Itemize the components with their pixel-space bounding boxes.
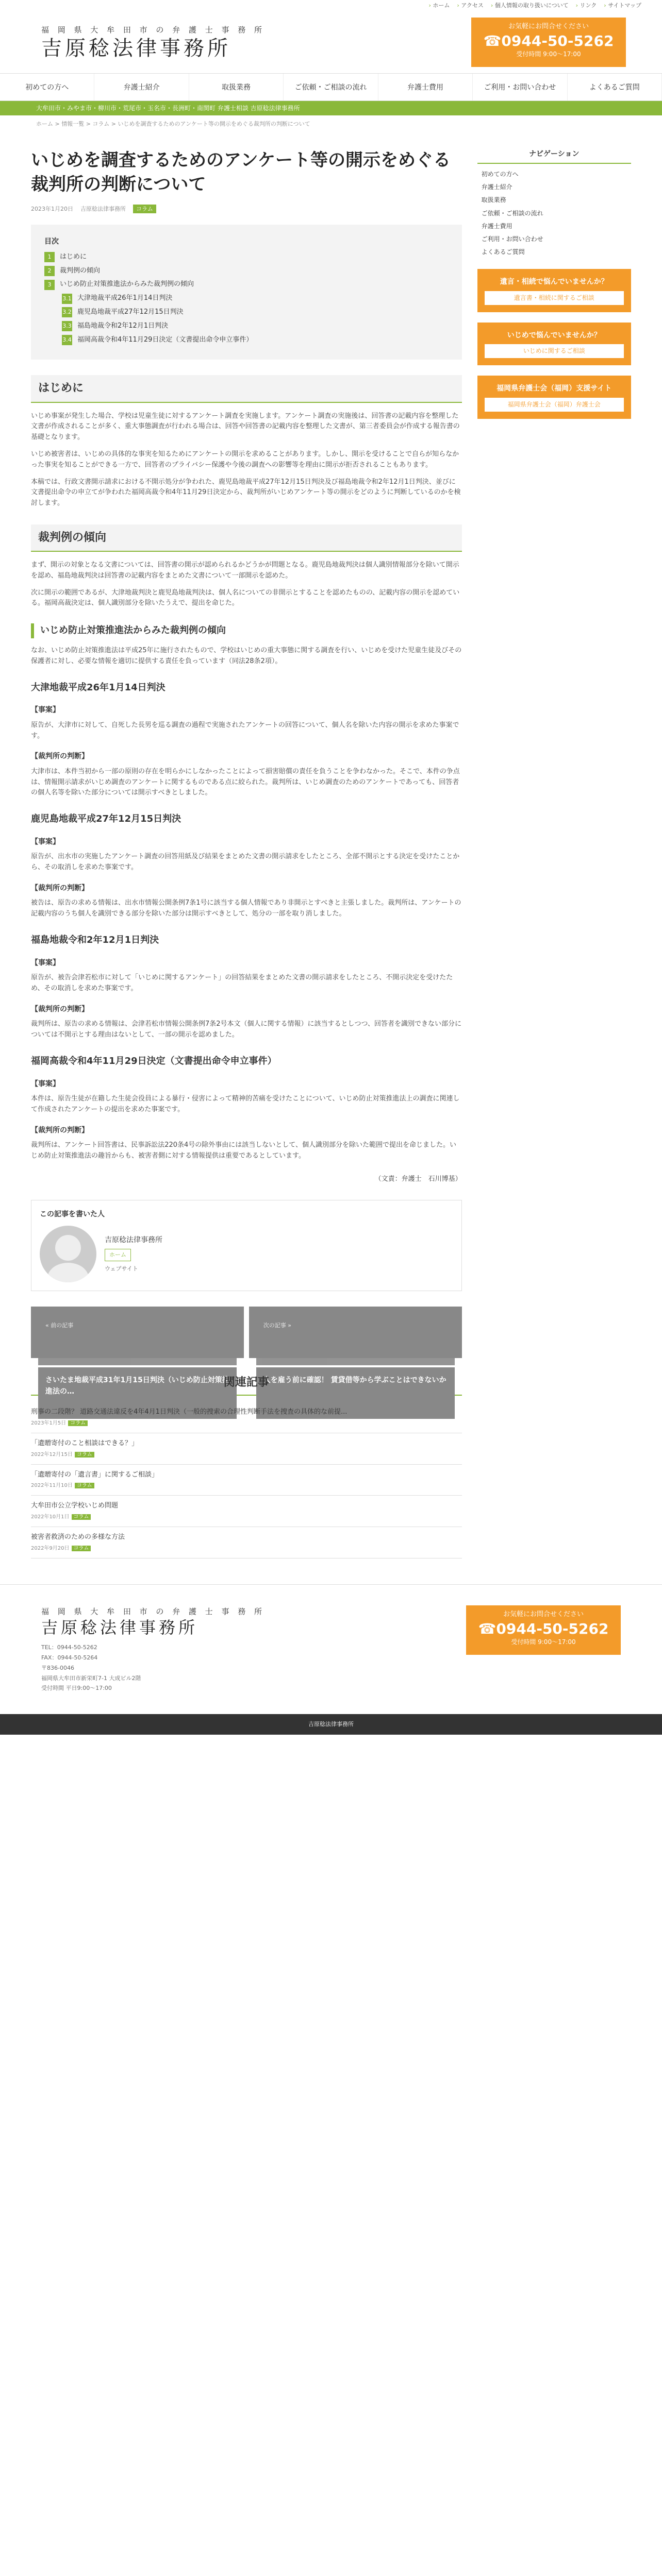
section-heading-intro: はじめに [31, 375, 462, 402]
sidebar-item[interactable]: 弁護士紹介 [481, 183, 512, 191]
paragraph: なお、いじめ防止対策推進法は平成25年に施行されたもので、学校はいじめの重大事態に関する調査を行い、いじめを受けた児童生徒及びその保護者に対し、必要な情報を適切に提供する責任を負っています（同法28条2項）。 [31, 647, 462, 665]
toc-subitem[interactable]: 3.2 鹿児島地裁平成27年12月15日判決 [44, 307, 449, 318]
paragraph: 本稿では、行政文書開示請求における不開示処分が争われた、鹿児島地裁平成27年12月15日判決及び福島地裁令和2年12月1日判決、並びに文書提出命令の申立てが争われた福岡高裁令和4年11月29日決定から、裁判所がいじめアンケート等の開示をどのように判断しているのかを検討します。 [31, 478, 461, 507]
case-ruling-heading: 【裁判所の判断】 [31, 884, 89, 893]
case-ruling: 被告は、原告の求める情報は、出水市情報公開条例7条1号に該当する個人情報であり非開示とすべきと主張しました。裁判所は、アンケートの記載内容のうち個人を識別できる部分を除いた部分は開示すべきとして、処分の一部を取り消しました。 [31, 899, 461, 918]
toc-item[interactable]: 1 はじめに [44, 252, 449, 263]
logo-subtitle: 福 岡 県 大 牟 田 市 の 弁 護 士 事 務 所 [41, 25, 265, 35]
case-heading: 福島地裁令和2年12月1日判決 [31, 935, 159, 945]
case-ruling-heading: 【裁判所の判断】 [31, 1005, 89, 1013]
case-facts-heading: 【事案】 [31, 838, 60, 846]
toc-heading: 目次 [44, 238, 59, 246]
author-home-button[interactable]: ホーム [105, 1249, 131, 1261]
sidebar-item[interactable]: 初めての方へ [481, 170, 519, 178]
top-link-sitemap[interactable]: › サイトマップ [604, 1, 641, 10]
bar-association-banner[interactable]: 福岡県弁護士会（福岡）支援サイト 福岡県弁護士会（福岡）弁護士会 [477, 376, 631, 419]
author-website-link[interactable]: ウェブサイト [105, 1265, 138, 1272]
sidebar-item[interactable]: 弁護士費用 [481, 222, 512, 230]
sidebar [477, 133, 631, 1558]
case-facts-heading: 【事案】 [31, 706, 60, 715]
case-ruling: 裁判所は、アンケート回答書は、民事訴訟法220条4号の除外事由には該当しないとして、個人識別部分を除いた範囲で提出を命じました。いじめ防止対策推進法の趣旨からも、被害者側に対する情報提供は重要であるとしています。 [31, 1141, 457, 1160]
author-box [31, 1200, 462, 1291]
sidebar-item[interactable]: ご依頼・ご相談の流れ [481, 209, 543, 217]
footer-logo-subtitle: 福 岡 県 大 牟 田 市 の 弁 護 士 事 務 所 [41, 1606, 265, 1616]
cta-phone: ☎0944-50-5262 [483, 32, 614, 49]
case-heading: 大津地裁平成26年1月14日判決 [31, 682, 166, 693]
case-ruling: 裁判所は、原告の求める情報は、会津若松市情報公開条例7条2号本文（個人に関する情報）に該当するとしつつ、回答者を識別できない部分については不開示とする理由はないとして、一部の開示を認めました。 [31, 1020, 462, 1039]
nav-item-lawyer[interactable]: 弁護士紹介 [94, 74, 189, 100]
paragraph: いじめ事案が発生した場合、学校は児童生徒に対するアンケート調査を実施します。アンケート調査の実施後は、回答書の記載内容を整理した文書が作成されることが多く、重大事態調査が行われる場合は、回答や回答書の記載内容を整理した文書が、第三者委員会が作成する報告書の基礎となります。 [31, 412, 460, 442]
toc-item[interactable]: 2 裁判例の傾向 [44, 266, 449, 277]
main-content [31, 133, 462, 1558]
site-header [0, 11, 662, 73]
sidebar-nav [477, 168, 631, 259]
footer-contact-button[interactable]: お気軽にお問合せください ☎0944-50-5262 受付時間 9:00～17:00 [466, 1605, 621, 1655]
sidebar-item[interactable]: 取扱業務 [481, 196, 506, 204]
case-facts: 原告が、大津市に対して、自死した長男を巡る調査の過程で実施されたアンケートの回答について、個人名を除いた内容の開示を求めた事案です。 [31, 721, 459, 740]
post-author[interactable]: 吉原稔法律事務所 [80, 205, 126, 212]
breadcrumb[interactable]: ホーム > 情報一覧 > コラム > いじめを調査するためのアンケート等の開示をめぐる裁判所の判断について [36, 121, 310, 127]
nav-item-services[interactable]: 取扱業務 [189, 74, 284, 100]
paragraph: いじめ被害者は、いじめの具体的な事実を知るためにアンケートの開示を求めることがあります。しかし、開示を受けることで自らが知らなかった事実を知ることができる一方で、回答者のプライバシー保護や今後の調査への影響等を理由に開示が拒否されることもあります。 [31, 450, 459, 469]
section-heading-law: いじめ防止対策推進法からみた裁判例の傾向 [31, 623, 462, 638]
top-link-privacy[interactable]: › 個人情報の取り扱いについて [491, 1, 569, 10]
sidebar-nav-heading: ナビゲーション [477, 148, 631, 164]
section-heading-trend: 裁判例の傾向 [31, 524, 462, 552]
nav-item-first-time[interactable]: 初めての方へ [0, 74, 94, 100]
category-badge[interactable]: コラム [133, 205, 156, 214]
related-item[interactable]: 刑事の二段階？ 道路交通法違反を4年4月1日判決（一般的捜索の合理性判断手法を捜査の具体的な前提... 2023年1月5日 コラム [31, 1402, 462, 1433]
case-ruling-heading: 【裁判所の判断】 [31, 752, 89, 761]
sidebar-item[interactable]: よくあるご質問 [481, 248, 525, 256]
site-footer [0, 1584, 662, 1714]
case-facts-heading: 【事案】 [31, 1079, 60, 1088]
next-post-link[interactable]: 次の記事 » 人を雇う前に確認！ 賃貸借等から学ぶことはできないか [249, 1307, 462, 1358]
case-facts: 原告が、出水市の実施したアンケート調査の回答用紙及び結果をまとめた文書の開示請求をしたところ、全部不開示とする決定を受けたことから、その取消しを求めた事案です。 [31, 853, 460, 872]
bullying-banner[interactable]: いじめで悩んでいませんか？ いじめに関するご相談 [477, 323, 631, 366]
nav-item-faq[interactable]: よくあるご質問 [568, 74, 662, 100]
site-logo[interactable] [41, 24, 265, 61]
case-facts: 本件は、原告生徒が在籍した生徒会役員による暴行・侵害によって精神的苦痛を受けたことについて、いじめ防止対策推進法上の調査に関連して作成されたアンケートの提出を求めた事案です。 [31, 1094, 460, 1113]
article-meta [31, 205, 462, 214]
nav-item-flow[interactable]: ご依頼・ご相談の流れ [284, 74, 378, 100]
nav-item-contact[interactable]: ご利用・お問い合わせ [473, 74, 567, 100]
related-item[interactable]: 大牟田市公立学校いじめ問題 2022年10月1日 コラム [31, 1496, 462, 1527]
toc-item[interactable]: 3 いじめ防止対策推進法からみた裁判例の傾向 [44, 279, 449, 290]
inheritance-banner[interactable]: 遺言・相続で悩んでいませんか？ 遺言書・相続に関するご相談 [477, 269, 631, 312]
top-link-access[interactable]: › アクセス [457, 1, 484, 10]
case-heading: 鹿児島地裁平成27年12月15日判決 [31, 814, 181, 825]
header-contact-button[interactable] [471, 18, 626, 67]
copyright: 吉原稔法律事務所 [0, 1714, 662, 1735]
cta-hours: 受付時間 9:00～17:00 [516, 50, 581, 58]
related-item[interactable]: 「遺贈寄付の「遺言書」に関するご相談」 2022年11月10日 コラム [31, 1465, 462, 1496]
main-nav [0, 73, 662, 101]
nav-item-fees[interactable]: 弁護士費用 [378, 74, 473, 100]
author-box-heading: この記事を書いた人 [40, 1210, 105, 1219]
top-link-links[interactable]: › リンク [576, 1, 597, 10]
author-name: 吉原稔法律事務所 [105, 1235, 162, 1244]
related-heading: 関連記事 [31, 1374, 462, 1396]
case-ruling: 大津市は、本件当初から一部の原則の存在を明らかにしなかったことによって損害賠償の責任を負うことを争わなかった。そこで、本件の争点は、情報開示請求がいじめ調査のアンケートに関するものである点に絞られた。裁判所は、いじめ調査のためのアンケートであっても、回答者の個人名等を除いた部分については開示すべきとしました。 [31, 767, 460, 797]
top-link-home[interactable]: › ホーム [428, 1, 450, 10]
toc-subitem[interactable]: 3.4 福岡高裁令和4年11月29日決定（文書提出命令申立事件） [44, 335, 449, 346]
case-ruling-heading: 【裁判所の判断】 [31, 1126, 89, 1134]
prev-post-link[interactable]: « 前の記事 さいたま地裁平成31年1月15日判決（いじめ防止対策推進法の… [31, 1307, 244, 1358]
footer-logo-name[interactable]: 吉原稔法律事務所 [41, 1617, 198, 1637]
case-facts-heading: 【事案】 [31, 958, 60, 967]
paragraph: 次に開示の範囲であるが、大津地裁判決と鹿児島地裁判決は、個人名についての非開示とすることを認めたものの、記載内容の開示を認めている。福岡高裁決定は、個人識別部分を除いたうえで、提出を命じた。 [31, 588, 460, 607]
sidebar-item[interactable]: ご利用・お問い合わせ [481, 235, 543, 243]
author-signature: （文責：弁護士 石川博基） [374, 1175, 462, 1183]
case-heading: 福岡高裁令和4年11月29日決定（文書提出命令申立事件） [31, 1055, 277, 1066]
related-item[interactable]: 被害者救済のための多様な方法 2022年9月20日 コラム [31, 1527, 462, 1558]
page-title: いじめを調査するためのアンケート等の開示をめぐる裁判所の判断について [31, 149, 451, 195]
notice-bar: 大牟田市・みやま市・柳川市・荒尾市・玉名市・長洲町・南関町 弁護士相談 吉原稔法律事務所 [0, 101, 662, 115]
logo-name: 吉原稔法律事務所 [41, 37, 231, 60]
post-date: 2023年1月20日 [31, 205, 73, 212]
case-facts: 原告が、被告会津若松市に対して「いじめに関するアンケート」の回答結果をまとめた文書の開示請求をしたところ、不開示決定を受けたため、その取消しを求めた事案です。 [31, 974, 453, 992]
paragraph: まず、開示の対象となる文書については、回答書の開示が認められるかどうかが問題となる。鹿児島地裁判決は個人識別情報部分を除いて開示を認め、福島地裁判決は回答書の記載内容をまとめた文書について一部開示を認めた。 [31, 561, 459, 580]
table-of-contents [31, 225, 462, 360]
toc-subitem[interactable]: 3.3 福島地裁令和2年12月1日判決 [44, 321, 449, 332]
related-item[interactable]: 「遺贈寄付のこと相談はできる？」 2022年12月15日 コラム [31, 1433, 462, 1465]
top-utility-bar [0, 0, 662, 11]
toc-subitem[interactable]: 3.1 大津地裁平成26年1月14日判決 [44, 293, 449, 304]
avatar [40, 1226, 96, 1282]
footer-contact-info: TEL：0944-50-5262 FAX：0944-50-5264 〒836-0046 福岡県大牟田市新栄町7-1 大成ビル2階 受付時間 平日9:00～17:00 [41, 1644, 141, 1692]
cta-line1: お気軽にお問合せください [508, 23, 589, 30]
